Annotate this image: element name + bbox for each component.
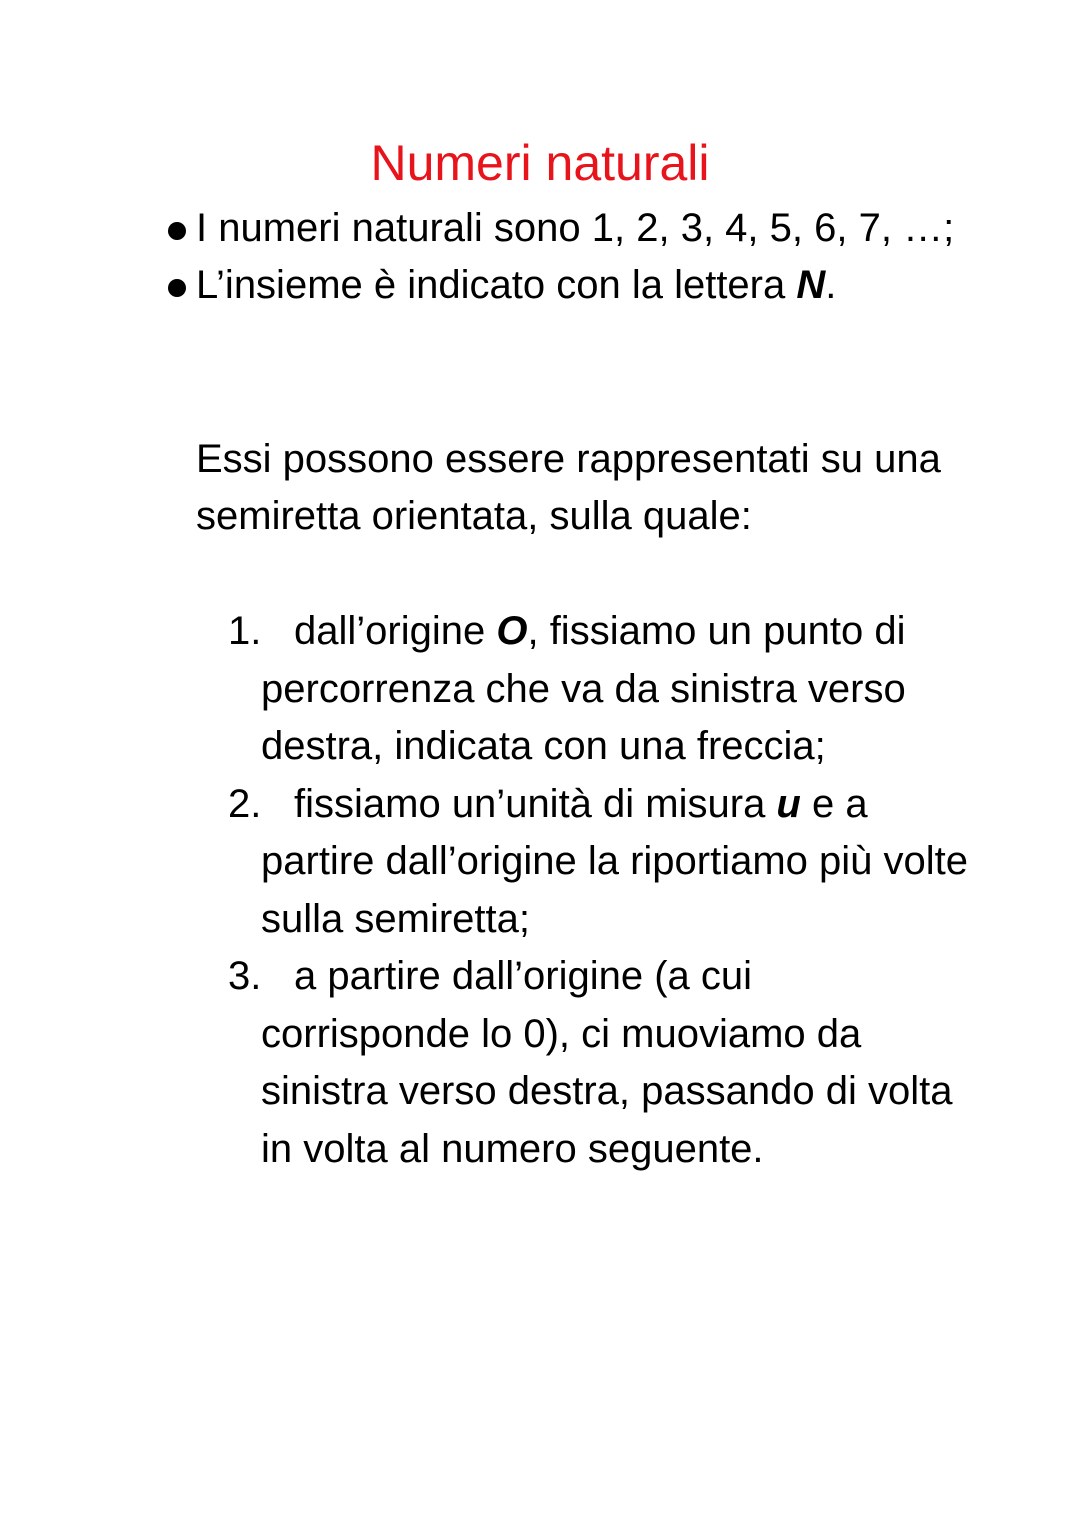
intro-paragraph: Essi possono essere rappresentati su una semiretta orientata, sulla quale: xyxy=(196,437,941,538)
set-symbol: N xyxy=(796,263,826,307)
list-item-step-2 xyxy=(228,776,968,949)
bullet-list xyxy=(162,200,962,314)
bullet-item-natural-numbers xyxy=(162,200,962,257)
bullet-text: I numeri naturali sono 1, 2, 3, 4, 5, 6, 7, …; xyxy=(196,206,955,250)
unit-symbol: u xyxy=(776,781,801,826)
step-text: dall’origine xyxy=(294,609,497,653)
bullet-dot-icon xyxy=(168,279,186,297)
step-text-end: , fissiamo un punto di percorrenza che va da sinistra verso destra, indicata con una freccia; xyxy=(261,609,906,768)
numbered-list xyxy=(228,603,968,1178)
bullet-dot-icon xyxy=(168,222,186,240)
step-number: 2. xyxy=(228,781,262,826)
step-text-end: e a partire dall’origine la riportiamo più volte sulla semiretta; xyxy=(261,781,969,941)
bullet-item-set-letter xyxy=(162,257,962,314)
page-title: Numeri naturali xyxy=(370,135,710,191)
step-text: fissiamo un’unità di misura xyxy=(294,781,777,826)
list-item-step-1 xyxy=(228,603,968,776)
bullet-text-end: . xyxy=(825,263,837,307)
step-text: a partire dall’origine (a cui corrisponde lo 0), ci muoviamo da sinistra verso destra, passando di volta in volta al numero seguente. xyxy=(261,954,953,1171)
origin-symbol: O xyxy=(496,609,528,653)
bullet-text: L’insieme è indicato con la lettera xyxy=(196,263,797,307)
step-number: 3. xyxy=(228,954,262,998)
step-number: 1. xyxy=(228,609,262,653)
list-item-step-3 xyxy=(228,948,968,1178)
